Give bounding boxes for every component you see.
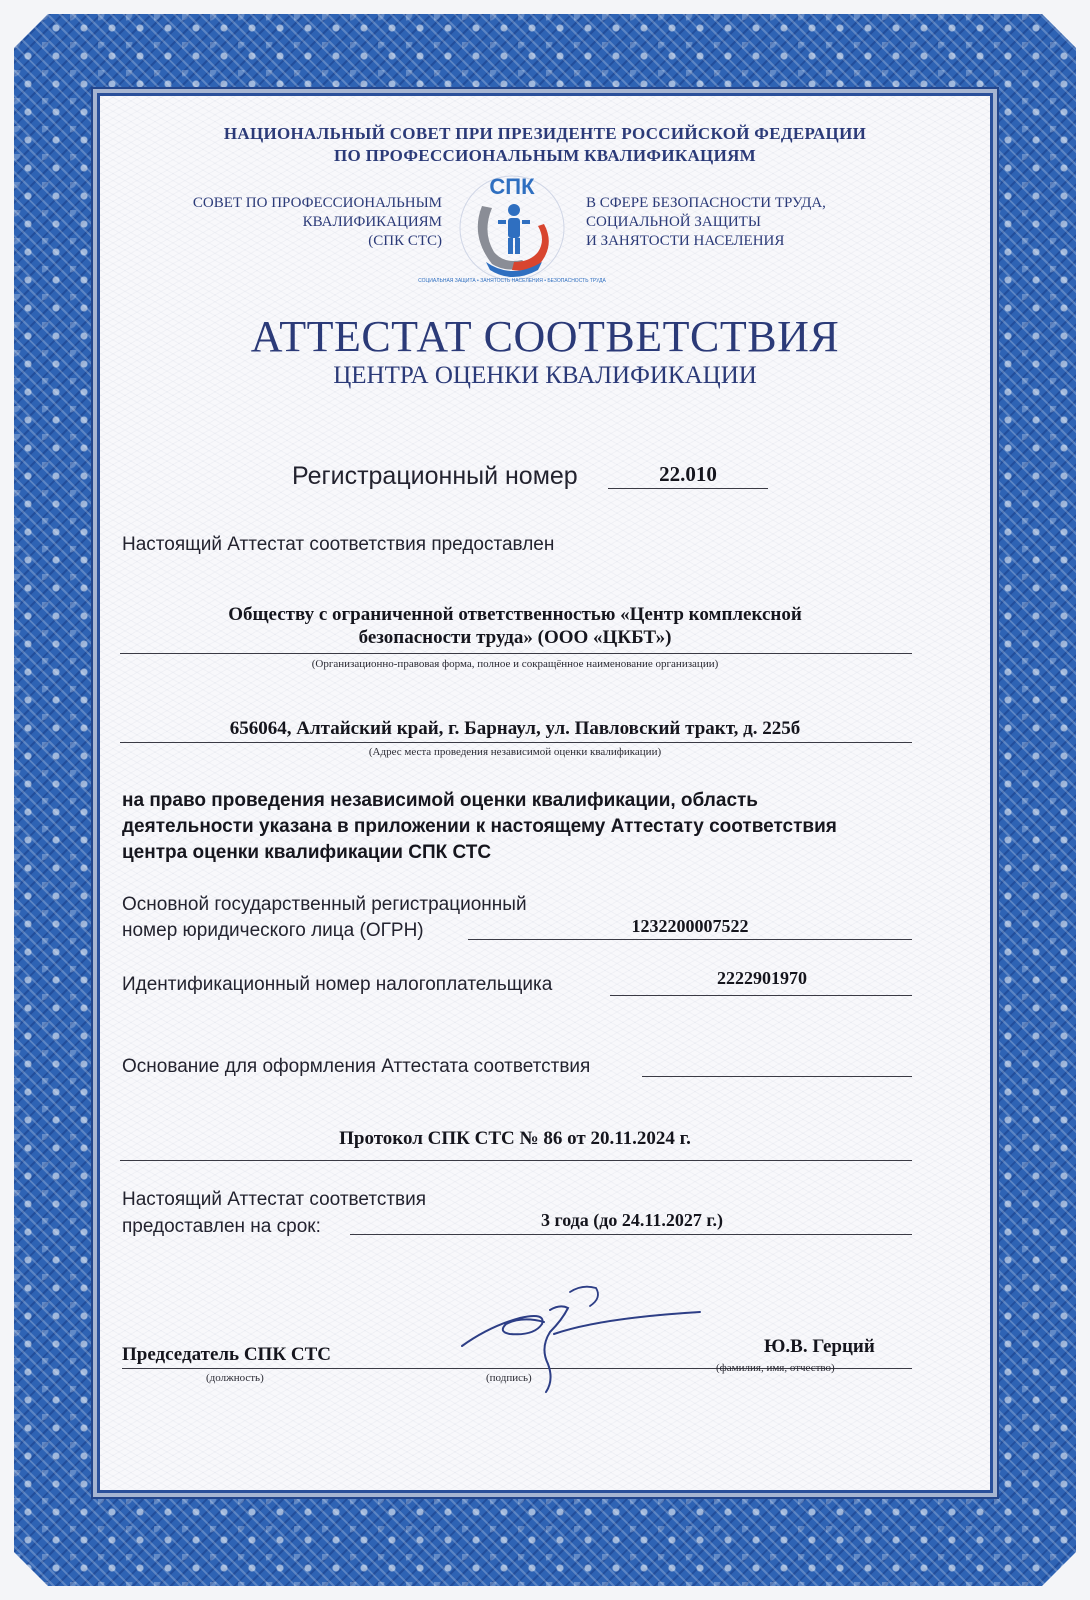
scope-line: центра оценки квалификации СПК СТС (122, 842, 492, 863)
signatory-name: Ю.В. Герций (764, 1336, 875, 1357)
organization-caption: (Организационно-правовая форма, полное и сокращённое наименование организации) (311, 658, 719, 670)
basis-value: Протокол СПК СТС № 86 от 20.11.2024 г. (339, 1128, 691, 1149)
logo-abbr: СПК (489, 174, 535, 199)
term-label-line-2: предоставлен на срок: (122, 1216, 321, 1237)
header-line-2: ПО ПРОФЕССИОНАЛЬНЫМ КВАЛИФИКАЦИЯМ (333, 146, 757, 165)
organization-name-line-2: безопасности труда» (ООО «ЦКБТ») (358, 627, 672, 648)
ogrn-label-line-1: Основной государственный регистрационный (122, 894, 527, 915)
header-line-1: НАЦИОНАЛЬНЫЙ СОВЕТ ПРИ ПРЕЗИДЕНТЕ РОССИЙСКОЙ ФЕДЕРАЦИИ (223, 124, 867, 143)
ogrn-underline (468, 939, 912, 940)
certificate-title: АТТЕСТАТ СООТВЕТСТВИЯ (250, 312, 840, 361)
certificate-subtitle: ЦЕНТРА ОЦЕНКИ КВАЛИФИКАЦИИ (333, 362, 757, 389)
basis-label-underline (642, 1076, 912, 1077)
address-underline (120, 742, 912, 743)
basis-label: Основание для оформления Аттестата соответствия (122, 1056, 591, 1077)
name-caption: (фамилия, имя, отчество) (716, 1362, 835, 1374)
inn-label: Идентификационный номер налогоплательщика (122, 974, 553, 995)
registration-label: Регистрационный номер (292, 462, 578, 490)
registration-underline (608, 488, 768, 489)
organization-underline (120, 653, 912, 654)
ogrn-value: 1232200007522 (631, 916, 749, 936)
signature-caption: (подпись) (486, 1372, 532, 1384)
council-left-line: КВАЛИФИКАЦИЯМ (302, 214, 442, 230)
council-right (586, 194, 886, 251)
council-right-line: В СФЕРЕ БЕЗОПАСНОСТИ ТРУДА, (586, 195, 826, 211)
scope-text (122, 788, 837, 866)
address-value: 656064, Алтайский край, г. Барнаул, ул. Павловский тракт, д. 225б (229, 718, 801, 739)
scope-line: на право проведения независимой оценки квалификации, область (122, 790, 758, 811)
term-underline (350, 1234, 912, 1235)
address-caption: (Адрес места проведения независимой оценки квалификации) (368, 746, 662, 758)
council-left-line: СОВЕТ ПО ПРОФЕССИОНАЛЬНЫМ (192, 195, 442, 211)
spk-logo (418, 166, 606, 286)
council-left (180, 194, 442, 251)
organization-name-line-1: Обществу с ограниченной ответственностью «Центр комплексной (228, 604, 802, 625)
term-label-line-1: Настоящий Аттестат соответствия (122, 1189, 427, 1210)
council-right-line: СОЦИАЛЬНОЙ ЗАЩИТЫ (586, 214, 761, 230)
spk-emblem-icon (418, 166, 606, 286)
position-caption: (должность) (206, 1372, 264, 1384)
registration-number: 22.010 (659, 462, 717, 486)
logo-ring-text: СОЦИАЛЬНАЯ ЗАЩИТА • ЗАНЯТОСТЬ НАСЕЛЕНИЯ • БЕЗОПАСНОСТЬ ТРУДА (418, 278, 606, 284)
inn-underline (610, 995, 912, 996)
council-right-line: И ЗАНЯТОСТИ НАСЕЛЕНИЯ (586, 233, 785, 249)
inn-value: 2222901970 (717, 968, 807, 988)
signatory-position: Председатель СПК СТС (122, 1344, 331, 1365)
basis-underline (120, 1160, 912, 1161)
ogrn-label-line-2: номер юридического лица (ОГРН) (122, 920, 424, 941)
granted-intro: Настоящий Аттестат соответствия предоставлен (122, 534, 555, 555)
council-left-line: (СПК СТС) (368, 233, 442, 249)
scope-line: деятельности указана в приложении к настоящему Аттестату соответствия (122, 816, 837, 837)
certificate-paper (100, 96, 990, 1490)
term-value: 3 года (до 24.11.2027 г.) (540, 1210, 724, 1230)
